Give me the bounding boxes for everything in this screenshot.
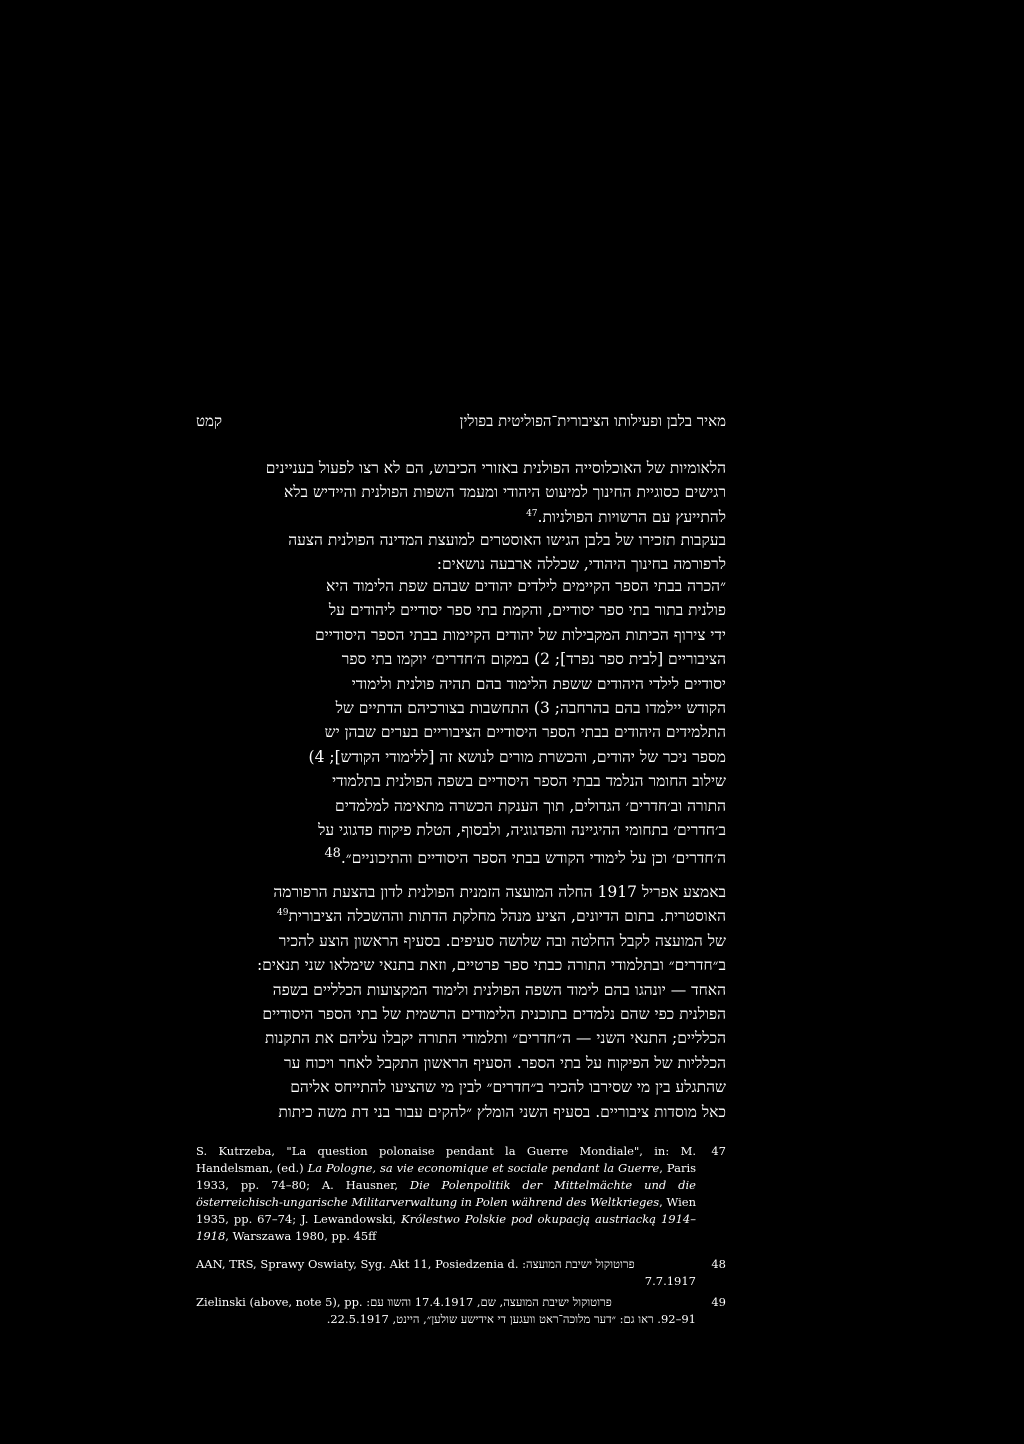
quote-line: ״הכרה בבתי הספר הקיימים לילדים יהודים שבהם שפת הלימוד היא	[325, 577, 726, 595]
book-title: Królestwo Polskie pod okupacją austriacką 1914–1918	[196, 1212, 696, 1243]
text-line: האחד — יונהגו בהם לימוד השפה הפולנית ולימוד המקצועות הכלליים בשפה	[272, 980, 726, 999]
text-line	[196, 505, 726, 529]
footnote-text	[196, 1143, 696, 1245]
page-header	[196, 412, 726, 436]
quote-line: פולנית בתור בתי ספר יסודיים, והקמת בתי ספר יסודיים ליהודים על	[328, 601, 726, 620]
paragraph-1	[196, 456, 726, 529]
quote-line-content: ה׳חדרים׳ וכן על לימודי הקודש בבתי הספר היסודיים והתיכוניים״.	[340, 849, 726, 868]
footnote-ref-49[interactable]: 49	[276, 908, 289, 919]
block-quote	[196, 574, 726, 871]
text-line: הכלליים; התנאי השני — ה״חדרים״ ותלמודי התורה יקבלו עליהם את התקנות	[264, 1029, 726, 1048]
footnote-text-part: , Warszawa 1980, pp. 45ff	[225, 1229, 377, 1243]
quote-line: ב׳חדרים׳ בתחומי ההיגיינה והפדגוגיה, ולבסוף, הטלת פיקוח פדגוגי על	[318, 821, 726, 840]
text-line	[196, 904, 726, 928]
quote-line: יסודיים לילדי היהודים ששפת הלימוד בהם תהיה פולנית ולימודי	[351, 674, 726, 693]
text-line-content: האוסטרית. בתום הדיונים, הציע מנהל מחלקת הדתות וההשכלה הציבורית	[288, 907, 726, 926]
quote-line	[196, 842, 726, 871]
text-line-content: להתייעץ עם הרשויות הפולניות.	[537, 507, 726, 526]
book-title: Die Polenpolitik der Mittelmächte und die österreichisch-ungarische Militarverwaltung in Polen während des Weltkrieges	[196, 1178, 696, 1209]
running-title: מאיר בלבן ופעילותו הציבורית־הפוליטית בפולין	[459, 412, 726, 430]
footnote-ref-47[interactable]: 47	[526, 508, 538, 519]
text-line: שהתגלע בין מי שסירבו להכיר ב״חדרים״ לבין מי שהציעו להתייחס אליהם	[290, 1078, 726, 1097]
footnote-text	[196, 1294, 696, 1328]
text-line: באמצע אפריל 1917 החלה המועצה הזמנית הפולנית לדון בהצעת הרפורמה	[273, 883, 726, 901]
text-line: הכלליות של הפיקוח על בתי הספר. הסעיף הראשון התקבל לאחר ויכוח ער	[283, 1053, 726, 1072]
footnote-text	[196, 1256, 696, 1290]
text-line: רגישים כסוגיית החינוך למיעוט היהודי ומעמד השפות הפולנית והיידיש בלא	[284, 483, 726, 502]
text-line: בעקבות תזכירו של בלבן הגישו האוסטרים למועצת המדינה הפולנית הצעה	[288, 531, 726, 549]
text-line: כאל מוסדות ציבוריים. בסעיף השני הומלץ ״להקים עבור בני דת משה כיתות	[278, 1102, 726, 1121]
footnote-line: AAN, TRS, Sprawy Oswiaty, Syg. Akt 11, Posiedzenia d. :פרוטוקול ישיבת המועצה	[196, 1257, 635, 1271]
footnote-number: 47	[711, 1144, 726, 1158]
paragraph-2	[196, 528, 726, 577]
footnote-line: 7.7.1917	[644, 1274, 696, 1288]
quote-line: ידי צירוף הכיתות המקבילות של יהודים הקיימות בבתי הספר היסודיים	[315, 625, 726, 644]
quote-line: הקודש יילמדו בהם בהרחבה; 3) התחשבות בצורכיהם הדתיים של	[335, 699, 726, 718]
text-line: הפולנית כפי שהם נלמדים בתוכנית הלימודים הרשמית של בתי הספר היסודיים	[262, 1005, 726, 1024]
footnote-49	[196, 1294, 726, 1328]
footnote-text-part: , Paris 1933, pp. 74–80; A. Hausner,	[196, 1161, 697, 1192]
text-line: הלאומיות של האוכלוסייה הפולנית באזורי הכיבוש, הם לא רצו לפעול בעניינים	[265, 459, 726, 477]
page-number: קמט	[196, 412, 222, 430]
footnote-text-part: , Wien 1935, pp. 67–74; J. Lewandowski,	[196, 1195, 697, 1226]
footnote-47	[196, 1143, 726, 1245]
quote-line: שילוב החומר הנלמד בבתי הספר היסודיים בשפה הפולנית בתלמודי	[332, 772, 726, 791]
text-line: לרפורמה בחינוך היהודי, שכללה ארבעה נושאים:	[436, 555, 726, 574]
text-line: של המועצה לקבל החלטה ובה שלושה סעיפים. בסעיף הראשון הוצע להכיר	[278, 931, 726, 950]
text-line: ב״חדרים״ ובתלמודי התורה כבתי ספר פרטיים, וזאת בתנאי שימלאו שני תנאים:	[256, 956, 726, 975]
paragraph-3	[196, 880, 726, 1124]
footnote-48	[196, 1256, 726, 1290]
quote-line: התלמידים היהודים בבתי הספר היסודיים הציבוריים בערים שבהן יש	[324, 723, 726, 742]
footnote-text-part: S. Kutrzeba, "La question polonaise pendant la Guerre Mondiale", in: M. Handelsman, (ed.)	[196, 1144, 696, 1175]
book-title: La Pologne, sa vie economique et sociale pendant la Guerre	[307, 1161, 660, 1175]
footnote-line: 91–92. ראו גם: ״דער מלוכה־ראט וועגען די אידישע שולען״, היינט, 22.5.1917.	[326, 1312, 696, 1326]
quote-line: הציבוריים [לבית ספר נפרד]; 2) במקום ה׳חדרים׳ יוקמו בתי ספר	[341, 650, 726, 669]
footnote-ref-48[interactable]: 48	[324, 846, 341, 862]
quote-line: מספר ניכר של יהודים, והכשרת מורים לנושא זה [ללימודי הקודש]; 4)	[308, 747, 726, 766]
footnote-number: 48	[711, 1257, 726, 1271]
footnote-line: Zielinski (above, note 5), pp. :פרוטוקול ישיבת המועצה, שם, 17.4.1917 והשוו עם	[196, 1295, 612, 1309]
footnote-number: 49	[711, 1295, 726, 1309]
quote-line: התורה וב׳חדרים׳ הגדולים, תוך הענקת הכשרה מתאימה למלמדים	[335, 796, 726, 815]
